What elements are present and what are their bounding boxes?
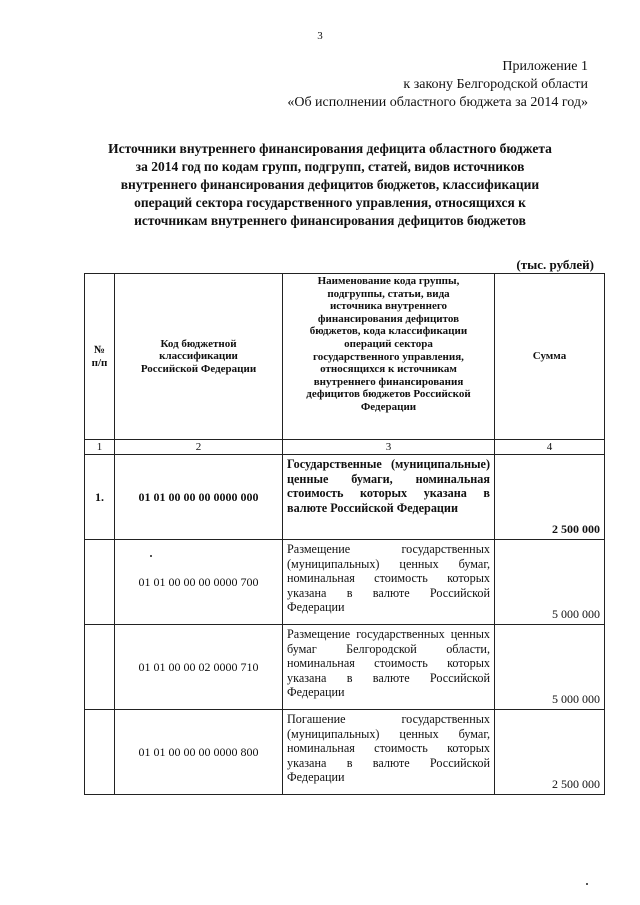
- header-name-line: операций сектора: [344, 337, 433, 350]
- column-number: 1: [85, 440, 115, 455]
- table-row: [85, 625, 605, 710]
- header-name-line: Наименование кода группы,: [317, 275, 460, 287]
- title-line-3: внутреннего финансирования дефицитов бюджетов, классификации: [120, 177, 540, 192]
- title-line-2: за 2014 год по кодам групп, подгрупп, статей, видов источников: [135, 159, 525, 174]
- table-header-row: [85, 274, 605, 440]
- scan-speck: [586, 883, 588, 885]
- row-sum: 5 000 000: [495, 625, 605, 710]
- column-number: 3: [283, 440, 495, 455]
- row-name: Размещение государственных ценных бумаг Белгородской области, номинальная стоимость которых указана в валюте Российской Федерации: [283, 625, 495, 710]
- row-sum: 2 500 000: [495, 455, 605, 540]
- units-label: (тыс. рублей): [516, 257, 594, 272]
- row-number: [85, 540, 115, 625]
- scan-speck: [150, 555, 152, 557]
- header-name-line: подгруппы, статьи, вида: [327, 287, 450, 300]
- column-number: 4: [495, 440, 605, 455]
- header-name: [283, 274, 495, 440]
- table-row: [85, 455, 605, 540]
- header-name-line: государственного управления,: [313, 350, 464, 363]
- row-code: 01 01 00 00 00 0000 000: [115, 455, 283, 540]
- header-code: [115, 274, 283, 440]
- header-number: [85, 274, 115, 440]
- column-number: 2: [115, 440, 283, 455]
- row-code: 01 01 00 00 00 0000 700: [115, 540, 283, 625]
- row-number: [85, 625, 115, 710]
- table-row: [85, 540, 605, 625]
- row-code: 01 01 00 00 00 0000 800: [115, 710, 283, 795]
- table-row: [85, 710, 605, 795]
- header-name-line: дефицитов бюджетов Российской: [306, 388, 471, 401]
- financing-sources-table: [84, 273, 605, 795]
- row-name: Погашение государственных (муниципальных) ценных бумаг, номинальная стоимость которых указана в валюте Российской Федерации: [283, 710, 495, 795]
- title-line-1: Источники внутреннего финансирования дефицита областного бюджета: [108, 141, 552, 156]
- row-sum: 2 500 000: [495, 710, 605, 795]
- row-number: [85, 710, 115, 795]
- header-code-line: Код бюджетной: [160, 337, 237, 350]
- appendix-heading: [287, 58, 588, 112]
- header-number-line: №: [93, 343, 106, 356]
- row-name: Размещение государственных (муниципальных) ценных бумаг, номинальная стоимость которых указана в валюте Российской Федерации: [283, 540, 495, 625]
- header-sum: Сумма: [495, 274, 605, 440]
- document-title: [70, 140, 590, 230]
- title-line-4: операций сектора государственного управления, относящихся к: [134, 195, 526, 210]
- header-number-line: п/п: [91, 356, 108, 369]
- header-name-line: внутреннего финансирования: [313, 375, 464, 388]
- header-code-line: Российской Федерации: [140, 362, 257, 375]
- appendix-line-3: «Об исполнении областного бюджета за 2014 год»: [287, 95, 588, 110]
- appendix-line-2: к закону Белгородской области: [403, 77, 588, 92]
- header-name-line: источника внутреннего: [329, 300, 448, 313]
- row-code: 01 01 00 00 02 0000 710: [115, 625, 283, 710]
- column-number-row: [85, 440, 605, 455]
- header-name-line: относящихся к источникам: [320, 363, 457, 376]
- row-sum: 5 000 000: [495, 540, 605, 625]
- row-name: Государственные (муниципальные) ценные бумаги, номинальная стоимость которых указана в валюте Российской Федерации: [283, 455, 495, 540]
- appendix-line-1: Приложение 1: [502, 59, 588, 74]
- title-line-5: источникам внутреннего финансирования дефицитов бюджетов: [134, 213, 526, 228]
- header-code-line: классификации: [159, 350, 238, 363]
- page-number: 3: [317, 30, 323, 42]
- row-number: 1.: [85, 455, 115, 540]
- header-name-line: бюджетов, кода классификации: [309, 325, 468, 338]
- header-name-line: финансирования дефицитов: [317, 312, 460, 325]
- header-name-line: Федерации: [360, 400, 417, 413]
